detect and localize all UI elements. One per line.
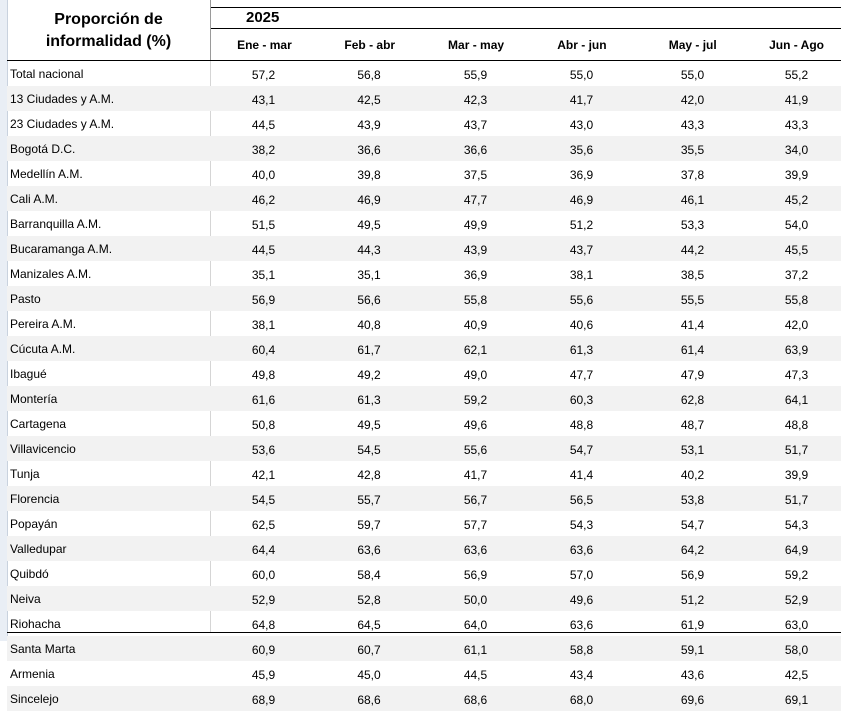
value-cell[interactable]: 39,9 <box>784 168 809 182</box>
table-title[interactable] <box>7 0 211 61</box>
value-cell[interactable]: 60,3 <box>530 386 633 411</box>
row-label-cell[interactable]: Manizales A.M. <box>10 266 92 281</box>
table-row <box>7 261 841 286</box>
spreadsheet <box>7 0 841 707</box>
value-cell[interactable]: 52,9 <box>210 586 317 611</box>
value-cell[interactable]: 55,0 <box>569 68 594 82</box>
value-cell[interactable]: 61,6 <box>210 386 317 411</box>
value-cell[interactable]: 69,6 <box>633 686 752 711</box>
value-cell[interactable]: 61,1 <box>421 636 530 661</box>
value-cell[interactable]: 46,9 <box>317 186 421 211</box>
value-cell[interactable]: 49,5 <box>357 218 381 232</box>
table-row <box>7 311 841 336</box>
value-cell[interactable]: 54,5 <box>317 436 421 461</box>
table-row <box>7 186 841 211</box>
value-cell[interactable]: 68,6 <box>317 686 421 711</box>
row-label-cell[interactable]: Cartagena <box>10 416 67 431</box>
value-cell[interactable]: 55,6 <box>421 436 530 461</box>
row-label-cell[interactable]: Total nacional <box>10 66 84 81</box>
table-row <box>7 436 841 461</box>
row-label-cell[interactable]: Armenia <box>10 666 55 681</box>
row-label-cell[interactable]: Popayán <box>10 516 58 531</box>
value-cell[interactable]: 63,9 <box>752 336 841 361</box>
row-label-cell[interactable]: Barranquilla A.M. <box>10 216 102 231</box>
row-label-cell[interactable]: Cúcuta A.M. <box>7 336 210 361</box>
value-cell[interactable]: 54,5 <box>210 486 317 511</box>
table-row <box>7 411 841 436</box>
value-cell[interactable]: 51,2 <box>633 586 752 611</box>
value-cell[interactable]: 43,9 <box>357 118 381 132</box>
value-cell[interactable]: 39,9 <box>784 468 809 482</box>
value-cell[interactable]: 54,3 <box>569 518 594 532</box>
value-cell[interactable]: 56,8 <box>357 68 381 82</box>
value-cell[interactable]: 44,2 <box>633 236 752 261</box>
value-cell[interactable]: 52,8 <box>317 586 421 611</box>
row-label-cell[interactable]: Tunja <box>10 466 40 481</box>
value-cell[interactable]: 55,2 <box>784 68 809 82</box>
title-line-1: Proporción de <box>54 10 163 28</box>
value-cell[interactable]: 51,7 <box>752 486 841 511</box>
value-cell[interactable]: 56,9 <box>210 286 317 311</box>
column-header[interactable]: Jun - Ago <box>769 37 825 52</box>
row-label-cell[interactable]: Sincelejo <box>7 686 210 711</box>
table-row <box>7 111 841 136</box>
value-cell[interactable]: 60,4 <box>210 336 317 361</box>
value-cell[interactable]: 54,7 <box>530 436 633 461</box>
value-cell[interactable]: 55,6 <box>530 286 633 311</box>
value-cell[interactable]: 58,8 <box>530 636 633 661</box>
value-cell[interactable]: 34,0 <box>752 136 841 161</box>
value-cell[interactable]: 64,4 <box>210 536 317 561</box>
value-cell[interactable]: 43,3 <box>680 118 705 132</box>
value-cell[interactable]: 61,4 <box>633 336 752 361</box>
table-row <box>7 661 841 686</box>
value-cell[interactable]: 56,9 <box>463 568 488 582</box>
value-cell[interactable]: 56,6 <box>317 286 421 311</box>
value-cell[interactable]: 54,7 <box>680 518 705 532</box>
value-cell[interactable]: 42,5 <box>317 86 421 111</box>
table-row <box>7 336 841 361</box>
value-cell[interactable]: 53,3 <box>680 218 705 232</box>
value-cell[interactable]: 39,8 <box>357 168 381 182</box>
value-cell[interactable]: 45,5 <box>752 236 841 261</box>
value-cell[interactable]: 46,2 <box>210 186 317 211</box>
value-cell[interactable]: 49,5 <box>357 418 381 432</box>
value-cell[interactable]: 53,8 <box>633 486 752 511</box>
value-cell[interactable]: 36,6 <box>317 136 421 161</box>
value-cell[interactable]: 49,6 <box>463 418 488 432</box>
value-cell[interactable]: 44,5 <box>251 118 276 132</box>
value-cell[interactable]: 51,7 <box>752 436 841 461</box>
table-row <box>7 61 841 86</box>
value-cell[interactable]: 44,3 <box>317 236 421 261</box>
value-cell[interactable]: 56,7 <box>421 486 530 511</box>
table-bottom-border <box>7 632 841 633</box>
value-cell[interactable]: 38,1 <box>251 318 276 332</box>
value-cell[interactable]: 40,8 <box>357 318 381 332</box>
value-cell[interactable]: 57,0 <box>569 568 594 582</box>
value-cell[interactable]: 57,7 <box>463 518 488 532</box>
table-row <box>7 211 841 236</box>
value-cell[interactable]: 43,7 <box>463 118 488 132</box>
value-cell[interactable]: 63,6 <box>569 618 594 632</box>
column-header[interactable]: Abr - jun <box>557 37 607 52</box>
value-cell[interactable]: 35,6 <box>530 136 633 161</box>
value-cell[interactable]: 35,1 <box>357 268 381 282</box>
value-cell[interactable]: 68,6 <box>421 686 530 711</box>
value-cell[interactable]: 55,9 <box>463 68 488 82</box>
value-cell[interactable]: 64,9 <box>752 536 841 561</box>
value-cell[interactable]: 41,7 <box>463 468 488 482</box>
row-label-cell[interactable]: Medellín A.M. <box>10 166 83 181</box>
value-cell[interactable]: 58,4 <box>357 568 381 582</box>
value-cell[interactable]: 62,1 <box>421 336 530 361</box>
value-cell[interactable]: 49,6 <box>530 586 633 611</box>
value-cell[interactable]: 42,5 <box>784 668 809 682</box>
value-cell[interactable]: 55,8 <box>421 286 530 311</box>
value-cell[interactable]: 38,1 <box>569 268 594 282</box>
value-cell[interactable]: 61,9 <box>680 618 705 632</box>
value-cell[interactable]: 47,7 <box>569 368 594 382</box>
value-cell[interactable]: 41,4 <box>569 468 594 482</box>
value-cell[interactable]: 64,8 <box>251 618 276 632</box>
value-cell[interactable]: 46,9 <box>530 186 633 211</box>
value-cell[interactable]: 54,3 <box>784 518 809 532</box>
value-cell[interactable]: 36,9 <box>463 268 488 282</box>
value-cell[interactable]: 44,5 <box>210 236 317 261</box>
table-row <box>7 686 841 711</box>
value-cell[interactable]: 40,6 <box>569 318 594 332</box>
value-cell[interactable]: 36,6 <box>421 136 530 161</box>
value-cell[interactable]: 59,1 <box>633 636 752 661</box>
value-cell[interactable]: 64,1 <box>752 386 841 411</box>
value-cell[interactable]: 59,7 <box>357 518 381 532</box>
value-cell[interactable]: 41,7 <box>530 86 633 111</box>
table-row <box>7 486 841 511</box>
value-cell[interactable]: 53,6 <box>210 436 317 461</box>
data-table <box>7 61 841 711</box>
value-cell[interactable]: 42,0 <box>784 318 809 332</box>
value-cell[interactable]: 46,1 <box>633 186 752 211</box>
value-cell[interactable]: 36,9 <box>569 168 594 182</box>
value-cell[interactable]: 51,5 <box>251 218 276 232</box>
value-cell[interactable]: 62,8 <box>633 386 752 411</box>
value-cell[interactable]: 55,8 <box>752 286 841 311</box>
value-cell[interactable]: 37,5 <box>463 168 488 182</box>
row-label-cell[interactable]: Ibagué <box>10 366 47 381</box>
value-cell[interactable]: 61,3 <box>317 386 421 411</box>
value-cell[interactable]: 42,1 <box>251 468 276 482</box>
value-cell[interactable]: 43,7 <box>530 236 633 261</box>
table-row <box>7 86 841 111</box>
value-cell[interactable]: 68,9 <box>210 686 317 711</box>
value-cell[interactable]: 56,9 <box>680 568 705 582</box>
value-cell[interactable]: 52,9 <box>752 586 841 611</box>
value-cell[interactable]: 37,2 <box>784 268 809 282</box>
value-cell[interactable]: 38,2 <box>210 136 317 161</box>
value-cell[interactable]: 48,8 <box>784 418 809 432</box>
row-label-cell[interactable]: Cali A.M. <box>7 186 210 211</box>
value-cell[interactable]: 49,9 <box>463 218 488 232</box>
value-cell[interactable]: 60,7 <box>317 636 421 661</box>
row-label-cell[interactable]: 13 Ciudades y A.M. <box>7 86 210 111</box>
value-cell[interactable]: 43,3 <box>784 118 809 132</box>
value-cell[interactable]: 54,0 <box>784 218 809 232</box>
row-label-cell[interactable]: Villavicencio <box>7 436 210 461</box>
column-header[interactable]: Feb - abr <box>344 37 396 52</box>
value-cell[interactable]: 35,5 <box>633 136 752 161</box>
row-label-cell[interactable]: Pereira A.M. <box>10 316 77 331</box>
value-cell[interactable]: 50,8 <box>251 418 276 432</box>
value-cell[interactable]: 51,2 <box>569 218 594 232</box>
value-cell[interactable]: 41,4 <box>680 318 705 332</box>
column-header[interactable]: Ene - mar <box>237 37 292 52</box>
column-header[interactable]: Mar - may <box>448 37 505 52</box>
value-cell[interactable]: 47,3 <box>784 368 809 382</box>
value-cell[interactable]: 49,2 <box>357 368 381 382</box>
year-top-border <box>211 7 841 8</box>
table-row <box>7 561 841 586</box>
value-cell[interactable]: 43,9 <box>421 236 530 261</box>
row-label-cell[interactable]: 23 Ciudades y A.M. <box>10 116 115 131</box>
column-header[interactable]: May - jul <box>668 37 717 52</box>
value-cell[interactable]: 45,2 <box>752 186 841 211</box>
value-cell[interactable]: 43,4 <box>569 668 594 682</box>
table-row <box>7 161 841 186</box>
value-cell[interactable]: 68,0 <box>530 686 633 711</box>
value-cell[interactable]: 35,1 <box>251 268 276 282</box>
value-cell[interactable]: 49,8 <box>251 368 276 382</box>
value-cell[interactable]: 42,0 <box>633 86 752 111</box>
value-cell[interactable]: 38,5 <box>680 268 705 282</box>
value-cell[interactable]: 44,5 <box>463 668 488 682</box>
value-cell[interactable]: 37,8 <box>680 168 705 182</box>
table-row <box>7 586 841 611</box>
value-cell[interactable]: 55,7 <box>317 486 421 511</box>
value-cell[interactable]: 48,7 <box>680 418 705 432</box>
value-cell[interactable]: 45,0 <box>357 668 381 682</box>
row-label-cell[interactable]: Riohacha <box>10 616 61 631</box>
row-label-cell[interactable]: Santa Marta <box>7 636 210 661</box>
value-cell[interactable]: 40,9 <box>463 318 488 332</box>
column-headers <box>211 29 841 60</box>
table-row <box>7 511 841 536</box>
value-cell[interactable]: 64,0 <box>463 618 488 632</box>
table-row <box>7 636 841 661</box>
year-label[interactable]: 2025 <box>246 9 280 26</box>
value-cell[interactable]: 61,7 <box>317 336 421 361</box>
table-row <box>7 536 841 561</box>
row-label-cell[interactable]: Montería <box>7 386 210 411</box>
table-row <box>7 461 841 486</box>
value-cell[interactable]: 63,6 <box>530 536 633 561</box>
value-cell[interactable]: 61,3 <box>530 336 633 361</box>
value-cell[interactable]: 58,0 <box>752 636 841 661</box>
row-label-cell[interactable]: Valledupar <box>7 536 210 561</box>
value-cell[interactable]: 55,0 <box>680 68 705 82</box>
row-label-cell[interactable]: Bucaramanga A.M. <box>7 236 210 261</box>
row-label-cell[interactable]: Pasto <box>7 286 210 311</box>
value-cell[interactable]: 64,5 <box>357 618 381 632</box>
value-cell[interactable]: 60,9 <box>210 636 317 661</box>
value-cell[interactable]: 63,6 <box>421 536 530 561</box>
row-label-cell[interactable]: Florencia <box>7 486 210 511</box>
value-cell[interactable]: 60,0 <box>251 568 276 582</box>
value-cell[interactable]: 42,3 <box>421 86 530 111</box>
value-cell[interactable]: 63,0 <box>784 618 809 632</box>
value-cell[interactable]: 49,0 <box>463 368 488 382</box>
value-cell[interactable]: 57,2 <box>251 68 276 82</box>
value-cell[interactable]: 47,7 <box>421 186 530 211</box>
value-cell[interactable]: 62,5 <box>251 518 276 532</box>
value-cell[interactable]: 40,0 <box>251 168 276 182</box>
value-cell[interactable]: 45,9 <box>251 668 276 682</box>
value-cell[interactable]: 43,1 <box>210 86 317 111</box>
value-cell[interactable]: 63,6 <box>317 536 421 561</box>
table-row <box>7 361 841 386</box>
row-label-cell[interactable]: Quibdó <box>10 566 49 581</box>
value-cell[interactable]: 69,1 <box>752 686 841 711</box>
table-row <box>7 136 841 161</box>
value-cell[interactable]: 43,6 <box>680 668 705 682</box>
value-cell[interactable]: 41,9 <box>752 86 841 111</box>
table-row <box>7 236 841 261</box>
title-line-2: informalidad (%) <box>45 32 172 50</box>
value-cell[interactable]: 50,0 <box>421 586 530 611</box>
value-cell[interactable]: 47,9 <box>680 368 705 382</box>
value-cell[interactable]: 42,8 <box>357 468 381 482</box>
table-row <box>7 286 841 311</box>
row-label-cell[interactable]: Bogotá D.C. <box>7 136 210 161</box>
value-cell[interactable]: 55,5 <box>633 286 752 311</box>
row-label-cell[interactable]: Neiva <box>7 586 210 611</box>
value-cell[interactable]: 40,2 <box>680 468 705 482</box>
value-cell[interactable]: 64,2 <box>633 536 752 561</box>
value-cell[interactable]: 48,8 <box>569 418 594 432</box>
value-cell[interactable]: 53,1 <box>633 436 752 461</box>
value-cell[interactable]: 59,2 <box>784 568 809 582</box>
table-row <box>7 386 841 411</box>
value-cell[interactable]: 43,0 <box>569 118 594 132</box>
value-cell[interactable]: 56,5 <box>530 486 633 511</box>
value-cell[interactable]: 59,2 <box>421 386 530 411</box>
